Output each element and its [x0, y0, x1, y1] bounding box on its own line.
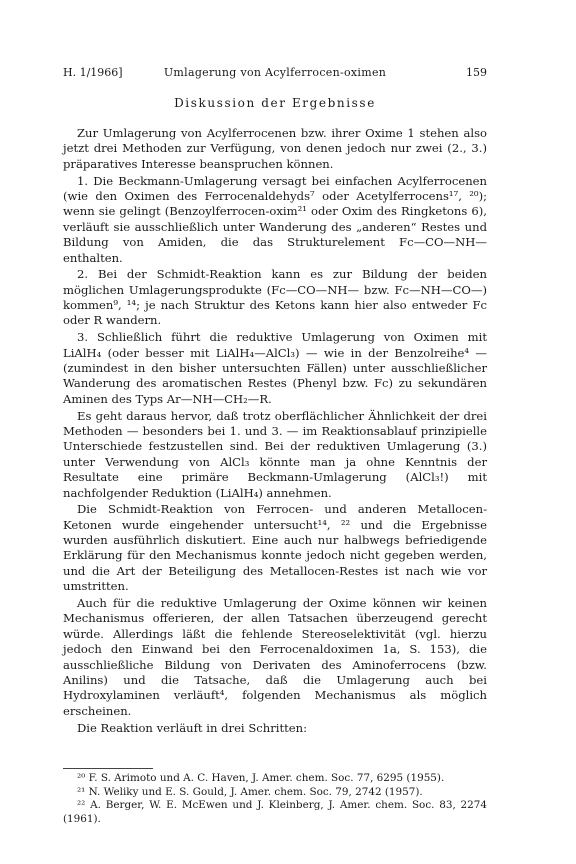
footnotes: [63, 772, 487, 826]
paragraph: 1. Die Beckmann-Umlagerung versagt bei einfachen Acylferrocenen (wie den Oximen des Ferrocenaldehyds⁷ oder Acetylferrocens¹⁷, ²⁰); wenn sie gelingt (Benzoylferrocen-oxim²¹ oder Oxim des Ringketons 6), verläuft sie ausschließlich unter Wanderung des „anderen“ Restes und Bildung von Amiden, die das Strukturelement Fc—CO—NH— enthalten.: [63, 173, 487, 265]
body-text: [63, 126, 487, 737]
page-number: 159: [466, 66, 487, 79]
running-title: Umlagerung von Acylferrocen-oximen: [163, 66, 387, 79]
paragraph: Auch für die reduktive Umlagerung der Oxime können wir keinen Mechanismus offerieren, der allen Tatsachen überzeugend gerecht würde. Allerdings läßt die fehlende Stereoselektivität (vgl. hierzu jedoch den Einwand bei den Ferrocenaldoximen 1a, S. 153), die ausschließliche Bildung von Derivaten des Aminoferrocens (bzw. Anilins) und die Tatsache, daß die Umlagerung auch bei Hydroxylaminen verläuft⁴, folgenden Mechanismus als möglich erscheinen.: [63, 595, 487, 718]
journal-issue: H. 1/1966]: [63, 66, 123, 79]
paragraph: Zur Umlagerung von Acylferrocenen bzw. ihrer Oxime 1 stehen also jetzt drei Methoden zur Verfügung, von denen jedoch nur zwei (2., 3.) präparatives Interesse beanspruchen können.: [63, 126, 487, 171]
paragraph: Die Reaktion verläuft in drei Schritten:: [77, 720, 308, 735]
paragraph: 3. Schließlich führt die reduktive Umlagerung von Oximen mit LiAlH₄ (oder besser mit LiAlH₄—AlCl₃) — wie in der Benzolreihe⁴ — (zumindest in den bisher untersuchten Fällen) unter ausschließlicher Wanderung des aromatischen Restes (Phenyl bzw. Fc) zu sekundären Aminen des Typs Ar—NH—CH₂—R.: [63, 330, 487, 406]
footnote: ²⁰ F. S. Arimoto und A. C. Haven, J. Amer. chem. Soc. 77, 6295 (1955).: [77, 772, 445, 784]
footnote: ²¹ N. Weliky und E. S. Gould, J. Amer. chem. Soc. 79, 2742 (1957).: [77, 785, 423, 798]
footnote: ²² A. Berger, W. E. McEwen und J. Kleinberg, J. Amer. chem. Soc. 83, 2274 (1961).: [63, 799, 487, 825]
paragraph: 2. Bei der Schmidt-Reaktion kann es zur Bildung der beiden möglichen Umlagerungsprodukte (Fc—CO—NH— bzw. Fc—NH—CO—) kommen⁹, ¹⁴; je nach Struktur des Ketons kann hier also entweder Fc oder R wandern.: [63, 267, 487, 328]
paragraph: Es geht daraus hervor, daß trotz oberflächlicher Ähnlichkeit der drei Methoden — besonders bei 1. und 3. — im Reaktionsablauf prinzipielle Unterschiede festzustellen sind. Bei der reduktiven Umlagerung (3.) unter Verwendung von AlCl₃ könnte man ja ohne Kenntnis der Resultate eine primäre Beckmann-Umlagerung (AlCl₃!) mit nachfolgender Reduktion (LiAlH₄) annehmen.: [63, 408, 487, 500]
paragraph: Die Schmidt-Reaktion von Ferrocen- und anderen Metallocen-Ketonen wurde eingehender untersucht¹⁴, ²² und die Ergebnisse wurden ausführlich diskutiert. Eine auch nur halbwegs befriedigende Erklärung für den Mechanismus konnte jedoch nicht gegeben werden, und die Art der Beteiligung des Metallocen-Restes ist nach wie vor umstritten.: [63, 502, 487, 594]
footnote-rule: [63, 768, 153, 769]
section-title: Diskussion der Ergebnisse: [174, 96, 376, 110]
